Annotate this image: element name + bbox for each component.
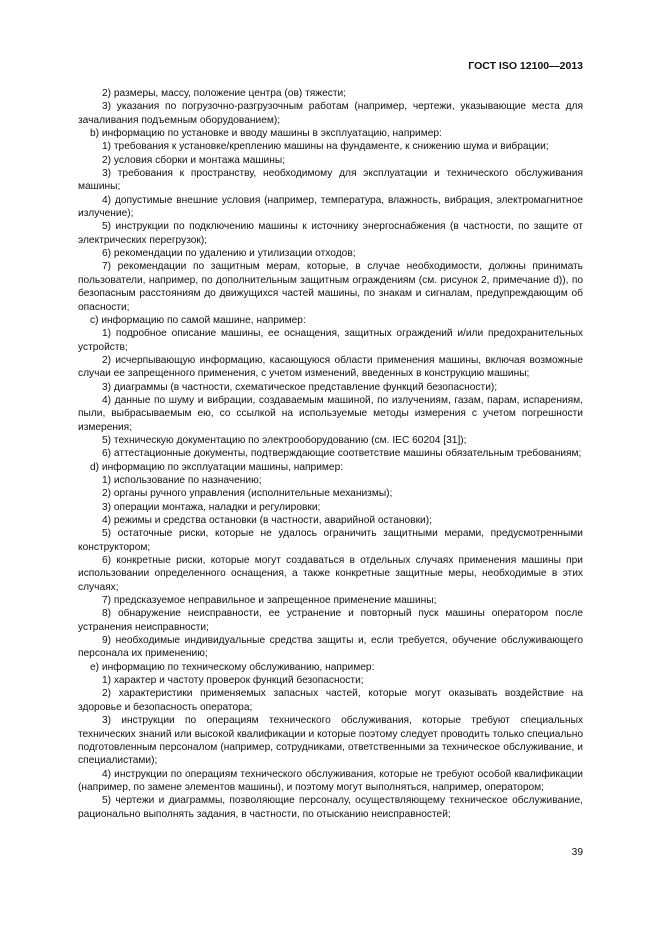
list-item: 6) аттестационные документы, подтверждающие соответствие машины обязательным требованиям;: [102, 448, 582, 460]
list-item: 4) данные по шуму и вибрации, создаваемым машиной, по излучениям, газам, парам, испарениям, пыли, выбрасываемым ею, со ссылкой на используемые методы измерения с учетом погрешности измерения;: [78, 394, 583, 433]
list-item: 3) инструкции по операциям технического обслуживания, которые требуют специальных технических знаний или высокой квалификации и которые поэтому следует проводить только специально подготовленным персоналом (например, сотрудниками, ответственными за техническое обслуживание, и специалистами);: [78, 715, 583, 767]
list-item: 2) условия сборки и монтажа машины;: [102, 154, 286, 166]
document-body: [78, 87, 583, 821]
list-item: 1) подробное описание машины, ее оснащения, защитных ограждений и/или предохранительных устройств;: [78, 328, 583, 353]
list-heading: b) информацию по установке и вводу машины в эксплуатацию, например:: [90, 128, 442, 140]
list-item: 2) органы ручного управления (исполнительные механизмы);: [102, 488, 393, 500]
list-item: 4) режимы и средства остановки (в частности, аварийной остановки);: [102, 515, 432, 526]
list-item: 2) размеры, массу, положение центра (ов) тяжести;: [102, 88, 347, 99]
list-item: 4) инструкции по операциям технического обслуживания, которые не требуют особой квалификации (например, по замене элементов машины), и поэтому могут выполняться, например, оператором;: [78, 768, 583, 793]
list-heading: e) информацию по техническому обслуживанию, например:: [90, 661, 375, 673]
list-item: 6) конкретные риски, которые могут создаваться в отдельных случаях применения машины при использовании определенного оснащения, а также конкретные защитные меры, необходимые в этих случаях;: [78, 555, 583, 593]
list-item: 7) предсказуемое неправильное и запрещенное применение машины;: [102, 595, 437, 607]
list-item: 6) рекомендации по удалению и утилизации отходов;: [102, 248, 356, 260]
list-heading: c) информацию по самой машине, например:: [90, 314, 306, 326]
list-item: 9) необходимые индивидуальные средства защиты и, если требуется, обучение обслуживающего персонала их применению;: [78, 635, 583, 660]
list-item: 8) обнаружение неисправности, ее устранение и повторный пуск машины оператором после устранения неисправности;: [78, 608, 583, 633]
list-item: 5) остаточные риски, которые не удалось ограничить защитными мерами, предусмотренными конструктором;: [78, 528, 583, 553]
list-item: 1) характер и частоту проверок функций безопасности;: [102, 675, 364, 687]
list-item: 1) использование по назначению;: [102, 474, 262, 486]
list-item: 5) инструкции по подключению машины к источнику энергоснабжения (в частности, по защите от электрических перегрузок);: [78, 221, 583, 246]
list-item: 3) операции монтажа, наладки и регулировки;: [102, 501, 321, 513]
list-item: 5) техническую документацию по электрооборудованию (см. IEC 60204 [31]);: [102, 434, 467, 446]
list-item: 2) исчерпывающую информацию, касающуюся области применения машины, включая возможные случаи ее запрещенного применения, с учетом изменений, введенных в конструкцию машины;: [78, 354, 583, 380]
list-item: 3) диаграммы (в частности, схематическое представление функций безопасности);: [102, 381, 498, 393]
list-item: 1) требования к установке/креплению машины на фундаменте, к снижению шума и вибрации;: [102, 141, 549, 153]
list-item: 7) рекомендации по защитным мерам, которые, в случае необходимости, должны принимать пользователи, например, по дополнительным защитным ограждениям (см. рисунок 2, примечание d)), по безопасным расстояниям до движущихся частей машины, по знакам и сигналам, предупреждающим об опасности;: [78, 261, 583, 313]
list-item: 3) указания по погрузочно-разгрузочным работам (например, чертежи, указывающие места для зачаливания подъемным оборудованием);: [78, 101, 583, 126]
list-item: 3) требования к пространству, необходимому для эксплуатации и технического обслуживания машины;: [78, 168, 583, 193]
list-item: 4) допустимые внешние условия (например, температура, влажность, вибрация, электромагнитное излучение);: [78, 194, 583, 220]
list-item: 5) чертежи и диаграммы, позволяющие персоналу, осуществляющему техническое обслуживание, рационально выполнять задания, в частности, по отысканию неисправностей;: [78, 795, 583, 820]
list-heading: d) информацию по эксплуатации машины, например:: [90, 461, 344, 473]
list-item: 2) характеристики применяемых запасных частей, которые могут оказывать воздействие на здоровье и безопасность оператора;: [78, 688, 583, 713]
document-header: ГОСТ ISO 12100—2013: [468, 60, 583, 72]
page-number: 39: [571, 847, 583, 858]
